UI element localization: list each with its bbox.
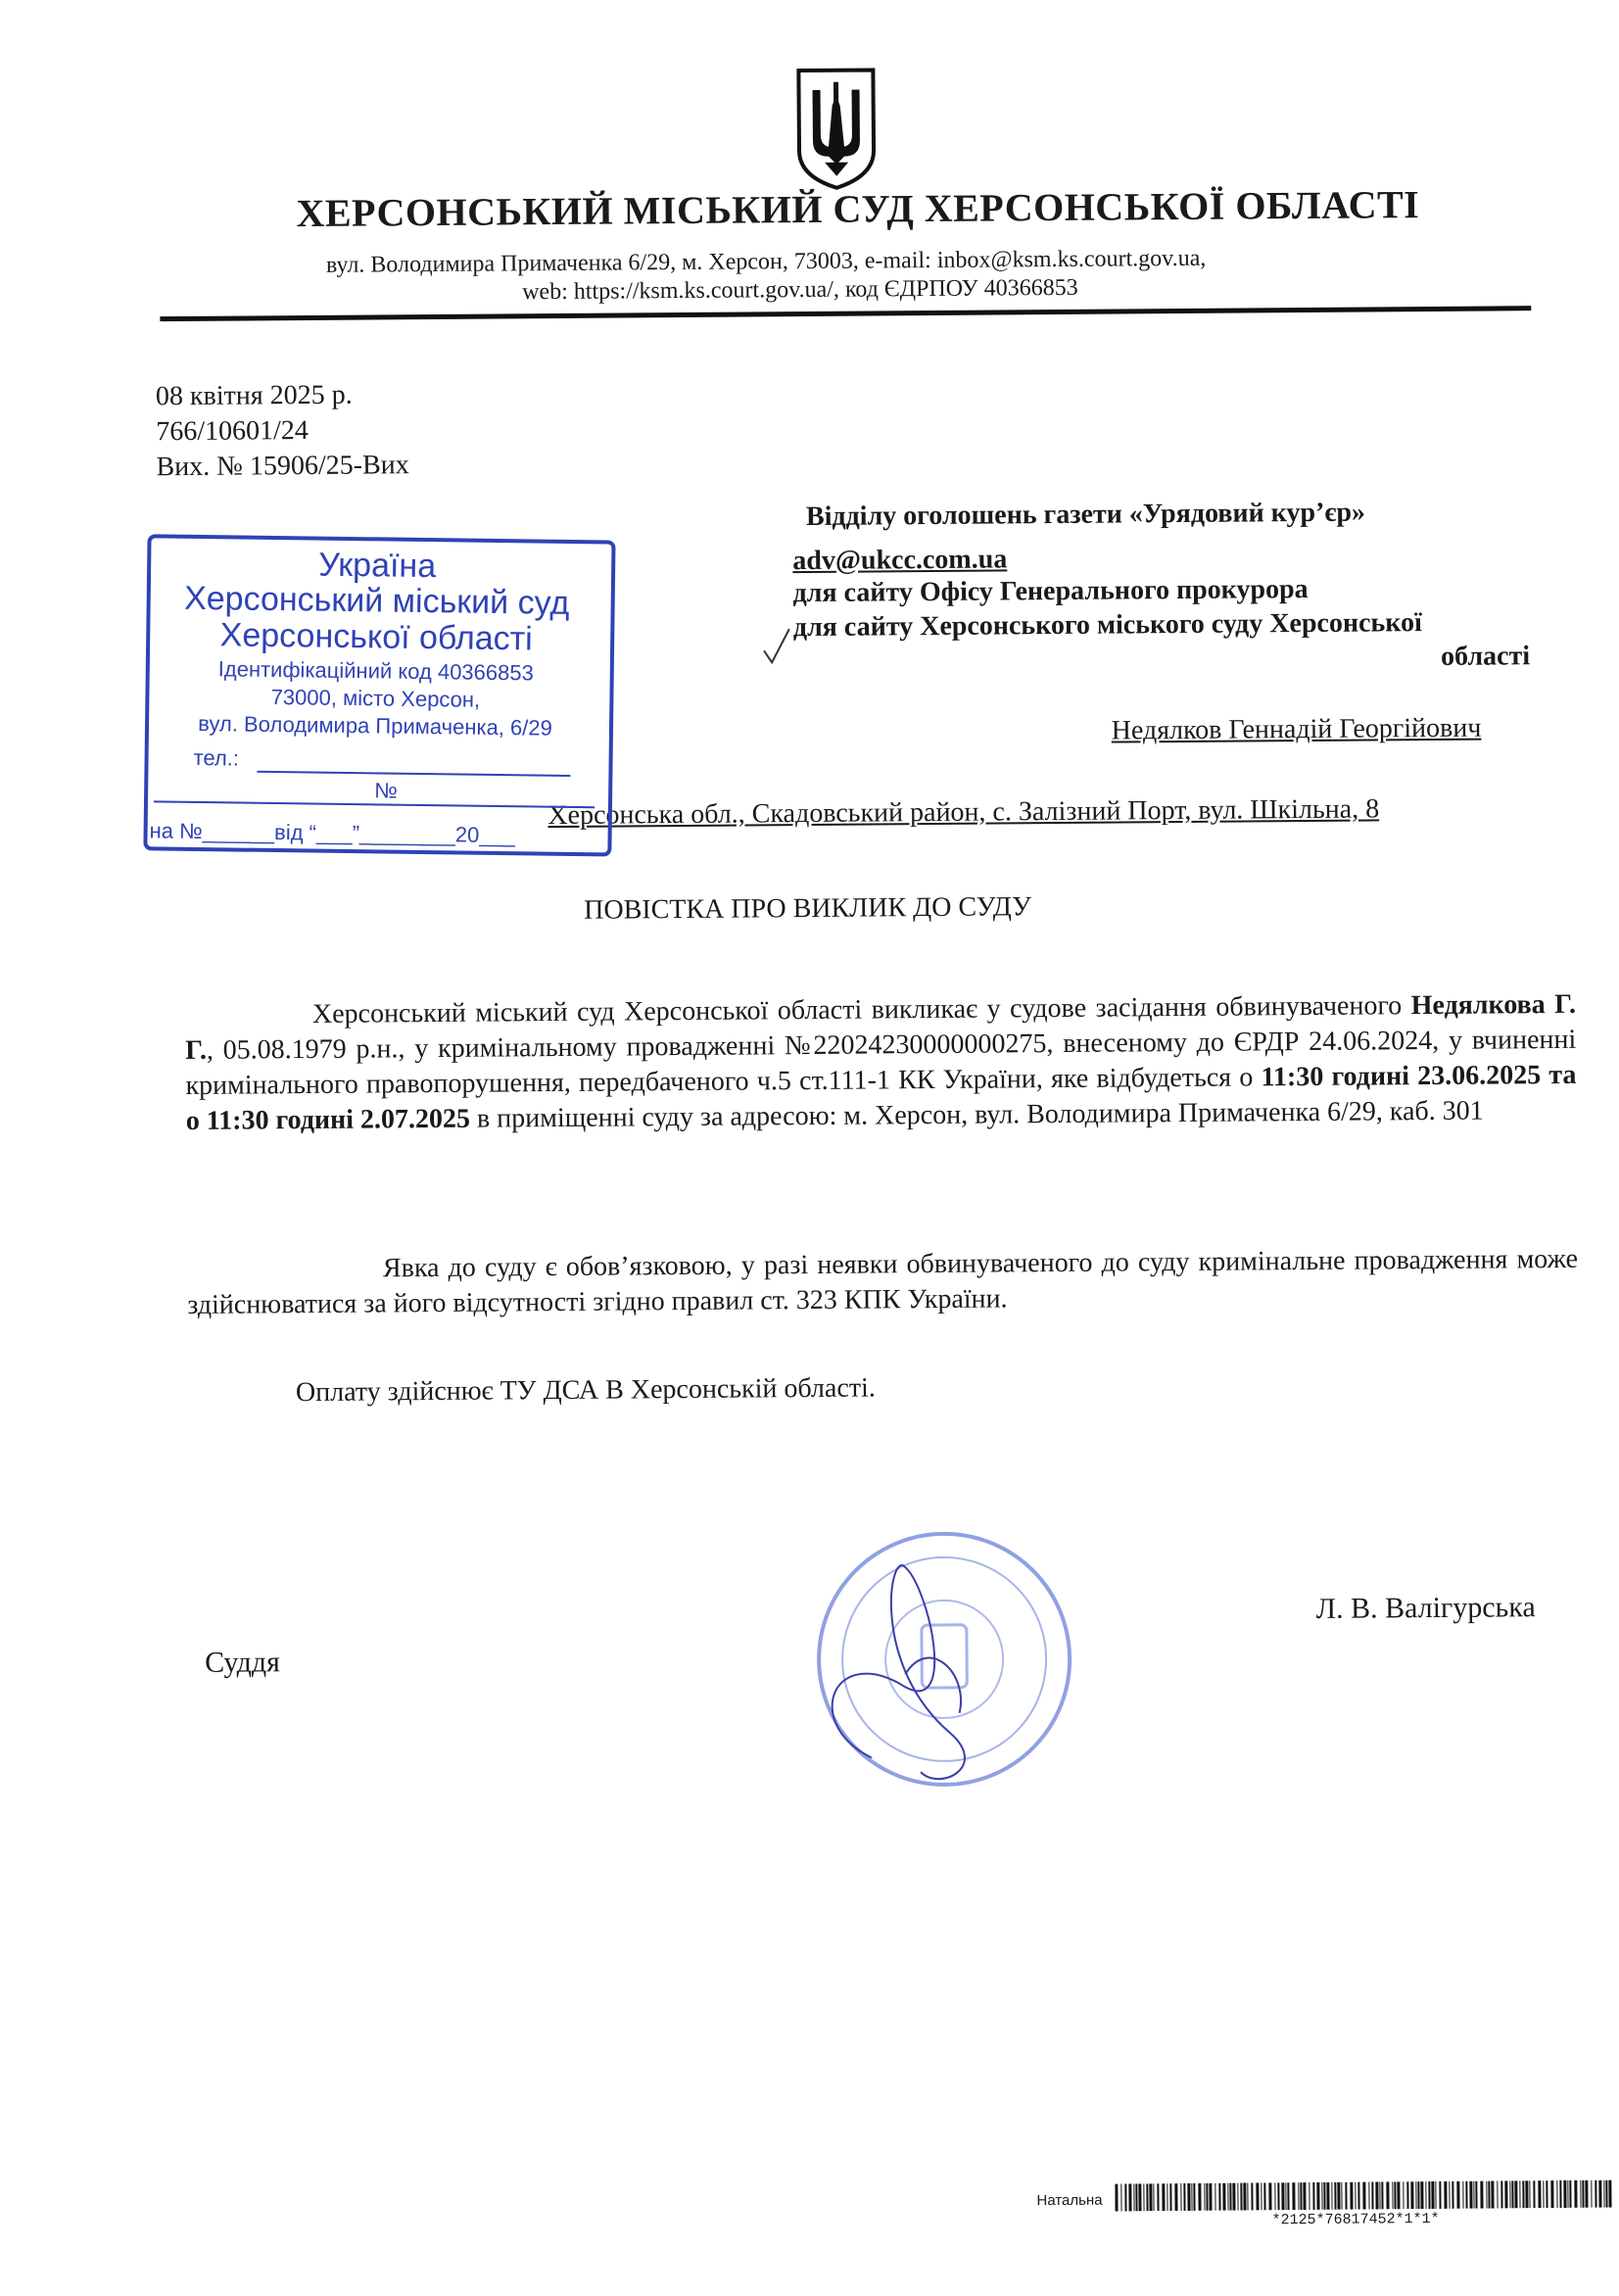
- barcode-bar: [1550, 2180, 1553, 2208]
- barcode-bar: [1500, 2180, 1502, 2208]
- judge-title: Суддя: [205, 1646, 280, 1679]
- barcode-bar: [1350, 2182, 1353, 2210]
- barcode-bar: [1285, 2182, 1286, 2210]
- recipient-prosecutor-site: для сайту Офісу Генерального прокурора: [792, 573, 1309, 609]
- barcode-bar: [1133, 2183, 1134, 2211]
- barcode-bar: [1263, 2182, 1265, 2210]
- barcode-bar: [1316, 2182, 1319, 2210]
- barcode-bar: [1193, 2183, 1195, 2211]
- court-address-line-1: вул. Володимира Примаченка 6/29, м. Херсон, 73003, e-mail: inbox@ksm.ks.court.gov.ua,: [325, 245, 1207, 278]
- barcode-bar: [1240, 2183, 1242, 2211]
- barcode-bar: [1243, 2183, 1246, 2211]
- recipient-court-site-cont: області: [1440, 641, 1531, 672]
- barcode-bar: [1420, 2181, 1423, 2209]
- barcode-bar: [1120, 2184, 1121, 2212]
- barcode-bar: [1392, 2181, 1393, 2209]
- barcode-bar: [1449, 2181, 1450, 2209]
- barcode-bar: [1169, 2183, 1171, 2211]
- barcode-bar: [1326, 2182, 1329, 2210]
- barcode-bar: [1300, 2182, 1302, 2210]
- barcode-bar: [1331, 2182, 1332, 2210]
- barcode-bar: [1191, 2183, 1192, 2211]
- barcode-bar: [1465, 2181, 1467, 2209]
- barcode-bar: [1115, 2184, 1118, 2212]
- barcode-bar: [1218, 2183, 1220, 2211]
- barcode-bar: [1425, 2181, 1426, 2209]
- barcode-bar: [1180, 2183, 1181, 2211]
- barcode-bar: [1355, 2182, 1356, 2210]
- barcode-bar: [1452, 2181, 1453, 2209]
- stamp-tel: тел.:: [193, 744, 240, 771]
- barcode-bar: [1397, 2181, 1400, 2209]
- barcode-bar: [1321, 2182, 1322, 2210]
- court-seal-icon: [811, 1526, 1077, 1793]
- barcode-bar: [1135, 2183, 1137, 2211]
- barcode-bar: [1362, 2182, 1365, 2210]
- barcode-bar: [1146, 2183, 1148, 2211]
- stamp-reference-line: на №______від “___”________20___: [149, 818, 516, 848]
- barcode-bar: [1563, 2180, 1566, 2208]
- barcode-bar: [1157, 2183, 1159, 2211]
- barcode-bar: [1298, 2182, 1299, 2210]
- recipient-email: adv@ukcc.com.ua: [792, 544, 1008, 577]
- barcode-bar: [1519, 2180, 1520, 2208]
- barcode-bar: [1214, 2183, 1215, 2211]
- barcode-bar: [1410, 2181, 1413, 2209]
- barcode-bar: [1394, 2181, 1396, 2209]
- defendant-name: Недялкова Г. Г.: [185, 988, 1577, 1066]
- summons-text-a: Херсонський міський суд Херсонської області викликає у судове засідання обвинуваченого: [311, 990, 1411, 1029]
- barcode-bar: [1529, 2180, 1530, 2208]
- barcode-bar: [1198, 2183, 1201, 2211]
- barcode-bar: [1497, 2181, 1498, 2209]
- barcode-bar: [1415, 2181, 1416, 2209]
- barcode-bar: [1608, 2180, 1611, 2208]
- barcode-bar: [1444, 2181, 1447, 2209]
- barcode-bar: [1251, 2182, 1253, 2210]
- recipient-court-site: для сайту Херсонського міського суду Херсонської: [792, 607, 1422, 644]
- barcode-bar: [1605, 2180, 1607, 2208]
- barcode-bar: [1582, 2180, 1584, 2208]
- barcode-bar: [1491, 2181, 1494, 2209]
- court-address-line-2: web: https://ksm.ks.court.gov.ua/, код ЄДРПОУ 40366853: [522, 274, 1078, 306]
- barcode-bar: [1509, 2180, 1510, 2208]
- barcode-bar: [1439, 2181, 1441, 2209]
- barcode-bar: [1462, 2181, 1463, 2209]
- document-date: 08 квітня 2025 р.: [155, 379, 353, 412]
- barcode-bar: [1334, 2182, 1336, 2210]
- barcode-bar: [1209, 2183, 1212, 2211]
- outgoing-number: Вих. № 15906/25-Вих: [156, 450, 409, 483]
- barcode-bar: [1162, 2183, 1165, 2211]
- barcode-bar: [1174, 2183, 1177, 2211]
- barcode-bar: [1559, 2180, 1561, 2208]
- barcode-bar: [1595, 2180, 1596, 2208]
- barcode-bar: [1206, 2183, 1208, 2211]
- barcode-bar: [1124, 2183, 1126, 2211]
- court-name: ХЕРСОНСЬКИЙ МІСЬКИЙ СУД ХЕРСОНСЬКОЇ ОБЛАСТІ: [296, 182, 1420, 236]
- barcode-bar: [1292, 2182, 1295, 2210]
- barcode-bar: [1183, 2183, 1185, 2211]
- barcode-bar: [1143, 2183, 1144, 2211]
- barcode-bar: [1229, 2183, 1231, 2211]
- barcode-bar: [1511, 2180, 1513, 2208]
- barcode-bar: [1227, 2183, 1228, 2211]
- barcode-bar: [1281, 2182, 1284, 2210]
- barcode-bar: [1406, 2181, 1408, 2209]
- check-mark-icon: [762, 627, 791, 666]
- barcode-bar: [1386, 2181, 1389, 2209]
- stamp-street: вул. Володимира Примаченка, 6/29: [198, 710, 553, 741]
- barcode-bar: [1504, 2180, 1507, 2208]
- barcode-bar: [1514, 2180, 1517, 2208]
- barcode-author: Натальна: [1036, 2191, 1103, 2210]
- barcode-bar: [1368, 2182, 1369, 2210]
- court-registration-stamp: [143, 534, 617, 863]
- barcode-bar: [1580, 2180, 1581, 2208]
- barcode-bar: [1591, 2180, 1592, 2208]
- barcode-bar: [1435, 2181, 1436, 2209]
- barcode-bar: [1232, 2183, 1235, 2211]
- stamp-city: 73000, місто Херсон,: [270, 684, 481, 712]
- header-divider: [160, 306, 1531, 321]
- case-number: 766/10601/24: [156, 414, 309, 448]
- stamp-number-mark: №: [374, 778, 398, 803]
- barcode-bar: [1475, 2181, 1477, 2209]
- barcode-bar: [1247, 2183, 1248, 2211]
- barcode-bar: [1585, 2180, 1588, 2208]
- barcode-bar: [1431, 2181, 1434, 2209]
- barcode-bar: [1375, 2181, 1378, 2209]
- barcode-bar: [1128, 2183, 1131, 2211]
- barcode-bar: [1138, 2183, 1141, 2211]
- barcode-bar: [1533, 2180, 1535, 2208]
- barcode-bar: [1277, 2182, 1279, 2210]
- barcode-bar: [1345, 2182, 1347, 2210]
- barcode-bar: [1323, 2182, 1325, 2210]
- barcode-bar: [1569, 2180, 1571, 2208]
- stamp-court-line-2: Херсонської області: [219, 616, 533, 658]
- hearing-dates: 11:30 годині 23.06.2025 та о 11:30 годині 2.07.2025: [185, 1059, 1577, 1136]
- barcode-bar: [1268, 2182, 1271, 2210]
- barcode-bar: [1357, 2182, 1359, 2210]
- barcode-bar: [1204, 2183, 1205, 2211]
- attendance-paragraph: Явка до суду є обов’язковою, у разі неявки обвинуваченого до суду кримінальне провадження може здійснюватися за його відсутності згідно правил ст. 323 КПК України.: [187, 1243, 1579, 1320]
- barcode-bar: [1456, 2181, 1459, 2209]
- coat-of-arms-icon: [792, 66, 880, 192]
- barcode-bar: [1379, 2181, 1380, 2209]
- barcode-bar: [1486, 2181, 1487, 2209]
- barcode-bar: [1371, 2182, 1373, 2210]
- barcode-bar: [1222, 2183, 1225, 2211]
- barcode-bar: [1403, 2181, 1404, 2209]
- payment-paragraph: Оплату здійснює ТУ ДСА В Херсонській області.: [295, 1372, 876, 1409]
- stamp-court-line-1: Херсонський міський суд: [183, 579, 570, 622]
- barcode-bar: [1543, 2180, 1544, 2208]
- barcode-bar: [1598, 2180, 1601, 2208]
- barcode-bar: [1303, 2182, 1306, 2210]
- addressee-address: Херсонська обл., Скадовський район, с. Залізний Порт, вул. Шкільна, 8: [548, 793, 1380, 832]
- barcode-bar: [1149, 2183, 1152, 2211]
- barcode-bar: [1556, 2180, 1557, 2208]
- barcode-number: *2125*76817452*1*1*: [1271, 2210, 1440, 2229]
- barcode-icon: [1115, 2180, 1614, 2212]
- barcode-bar: [1546, 2180, 1548, 2208]
- barcode-bar: [1567, 2180, 1568, 2208]
- summons-text-b: , 05.08.1979 р.н., у кримінальному провадженні №22024230000000275, внесеному до ЄРДР 24.06.2024, у вчиненні кримінального правопорушення, передбаченого ч.5 ст.111-1 КК України, яке відбудеться о: [185, 1024, 1577, 1101]
- barcode-bar: [1381, 2181, 1383, 2209]
- barcode-bar: [1237, 2183, 1238, 2211]
- barcode-bar: [1480, 2181, 1483, 2209]
- stamp-country: Україна: [317, 546, 437, 586]
- barcode-bar: [1187, 2183, 1190, 2211]
- barcode-bar: [1287, 2182, 1289, 2210]
- barcode-bar: [1525, 2180, 1528, 2208]
- barcode-bar: [1469, 2181, 1472, 2209]
- recipient-newspaper: Відділу оголошень газети «Урядовий кур’єр»: [805, 497, 1366, 533]
- barcode-bar: [1337, 2182, 1340, 2210]
- barcode-bar: [1603, 2180, 1604, 2208]
- stamp-id-code: Ідентифікаційний код 40366853: [217, 656, 534, 686]
- barcode-bar: [1538, 2180, 1541, 2208]
- barcode-bar: [1417, 2181, 1419, 2209]
- document-title: ПОВІСТКА ПРО ВИКЛИК ДО СУДУ: [584, 891, 1032, 926]
- barcode-bar: [1261, 2182, 1262, 2210]
- barcode-bar: [1473, 2181, 1474, 2209]
- barcode-bar: [1153, 2183, 1154, 2211]
- barcode-bar: [1312, 2182, 1314, 2210]
- barcode-bar: [1522, 2180, 1524, 2208]
- addressee-name: Недялков Геннадій Георгійович: [1111, 712, 1482, 746]
- barcode-bar: [1274, 2182, 1275, 2210]
- summons-paragraph: [185, 987, 1577, 1139]
- barcode-bar: [1341, 2182, 1342, 2210]
- barcode-bar: [1574, 2180, 1577, 2208]
- summons-text-c: в приміщенні суду за адресою: м. Херсон, вул. Володимира Примаченка 6/29, каб. 301: [469, 1095, 1484, 1134]
- judge-name: Л. В. Валігурська: [1315, 1591, 1536, 1625]
- barcode-bar: [1428, 2181, 1430, 2209]
- barcode-bar: [1488, 2181, 1490, 2209]
- barcode-bar: [1256, 2182, 1259, 2210]
